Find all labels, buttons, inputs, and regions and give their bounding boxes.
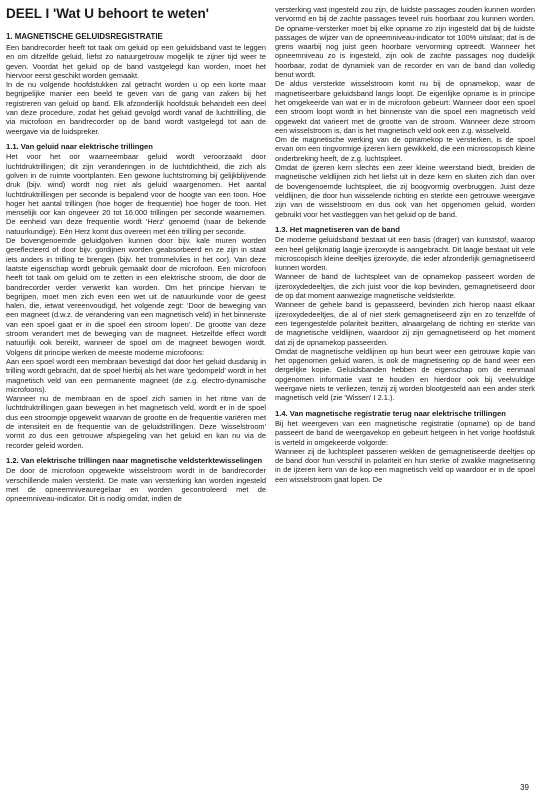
page-number: 39 — [520, 783, 529, 792]
paragraph: Omdat de ijzeren kern slechts een zeer kleine weerstand biedt, breiden de magnetische veldlijnen zich het liefst uit in deze kern en sluiten zich dan over de bovengenoemde luchtspleet, die zij boogvormig overbruggen. Juist deze veldlijnen, die door hun wisselende richting en sterkte een getrouwe weergave zijn van de wisselstroom en dus ook van het opgenomen geluid, worden gebruikt voor het vastleggen van het geluid op de band. — [275, 163, 535, 219]
section — [275, 225, 535, 403]
left-column — [6, 32, 266, 503]
section-heading: 1.4. Van magnetische registratie terug naar elektrische trillingen — [275, 408, 506, 418]
paragraph: De aldus versterkte wisselstroom komt nu bij de opnamekop, waar de magnetiseerbare geluidsband langs loopt. De eigenlijke opname is in principe het omgekeerde van wat er in de microfoon gebeurt: Wanneer door een spoel een stroom loopt wordt in het binnenste van die spoel een magnetisch veld opgewekt dat varieert met de grootte van de stroom. Wanneer deze stroom een wisselstroom is, dan is het magnetisch veld ook een z.g. wisselveld. — [275, 79, 535, 135]
section-heading: 1.2. Van elektrische trillingen naar magnetische veldsterktewisselingen — [6, 455, 263, 465]
section — [6, 32, 266, 136]
paragraph: Wanneer zij de luchtspleet passeren wekken de gemagnetiseerde deeltjes op de band door hun verschil in polariteit en hun sterke of zwakke magnetisering in de ijzeren kern van de kop een magnetisch veld op waardoor er in de spoel een wisselstroom gaat lopen. De — [275, 446, 535, 484]
paragraph: Het voor het oor waarneembaar geluid wordt veroorzaakt door luchtdruktrillingen; dit zijn veranderingen in de luchtdichtheid, die zich als golven in de ruimte voortplanten. Een gewone luchtstroming bij gelijkblijvende druk (bijv. wind) wordt nog niet als geluid waargenomen. Het aantal luchtdruktrillingen per seconde is bepalend voor de hoogte van een toon. Hoe hoger het aantal trillingen (hoe hoger de frequentie) hoe hoger de toon. Het menselijk oor kan ongeveer 20 tot 16.000 trillingen per seconde waarnemen. De eenheid van deze frequentie wordt 'Herz' genoemd (naar de bekende natuurkundige). Eén Herz komt dus overeen met één trilling per seconde. — [6, 152, 266, 236]
paragraph: In de nu volgende hoofdstukken zal getracht worden u op een korte maar begrijpelijke manier een beeld te geven van de gang van zaken bij het registreren van geluid op band. Elk afzonderlijk hoofdstuk behandelt een deel van deze procedure, zodat het geluid gevolgd wordt vanaf de luchttrilling, die via microfoon en bandrecorder op de band wordt vastgelegd tot aan de weergave via de luidspreker. — [6, 80, 266, 136]
paragraph: Bij het weergeven van een magnetische registratie (opname) op de band passeert de band de weergavekop en gebeurt hetgeen in het vorige hoofdstuk is verteld in omgekeerde volgorde: — [275, 418, 535, 447]
section — [6, 456, 266, 504]
section-heading: 1. MAGNETISCHE GELUIDSREGISTRATIE — [6, 32, 163, 41]
paragraph: De door de microfoon opgewekte wisselstroom wordt in de bandrecorder verschillende malen versterkt. De mate van versterking kan worden ingesteld met de opneemniveauregelaar en worden gecontroleerd met de opneemniveau-indicator. Dit is nodig omdat, indien de — [6, 466, 266, 504]
paragraph: Aan een spoel wordt een membraan bevestigd dat door het geluid dusdanig in trilling wordt gebracht, dat de spoel hierbij als het ware 'gedompeld' wordt in het magnetisch veld van een permanente magneet (de z.g. electro-dynamische microfoons). — [6, 356, 266, 394]
section-heading: 1.3. Het magnetiseren van de band — [275, 224, 400, 234]
paragraph: Wanneer nu de membraan en de spoel zich samen in het ritme van de luchtdruktrillingen gaan bewegen in het magnetisch veld, wordt er in de spoel dus een stroompje opgewekt waarvan de grootte en de frequentie variëren met de intensiteit en de frequentie van de geluidstrillingen. Deze 'wisselstroom' vormt zo dus een getrouwe afspiegeling van het geluid en kan nu via de recorder geleid worden. — [6, 394, 266, 450]
paragraph: De bovengenoemde geluidgolven kunnen door bijv. kale muren worden gereflecteerd of door bijv. gordijnen worden geabsorbeerd en ze zijn in staat iets anders in trilling te brengen (bijv. het trommelvlies in het oor). Van deze laatste eigenschap wordt gebruik gemaakt door de microfoon. Een microfoon heeft tot taak om geluid om te zetten in een elektrische stroom, die door de bandrecorder verder verwerkt kan worden. Om het principe hiervan te begrijpen, moet men zich even een wet uit de natuurkunde voor de geest halen, die, ietwat vereenvoudigd, het volgende zegt: 'Door de beweging van een magneet (d.w.z. de verandering van een magnetisch veld) in het binnenste van een spoel gaat er in die spoel een stroom lopen'. De grootte van deze stroom verandert met de beweging van de magneet. Hetzelfde effect wordt natuurlijk ook bereikt, wanneer de spoel om de magneet bewogen wordt. Volgens dit principe werken de meeste moderne microfoons: — [6, 236, 266, 357]
page-title: DEEL I 'Wat U behoort te weten' — [6, 6, 209, 21]
section-heading: 1.1. Van geluid naar elektrische trillingen — [6, 141, 153, 151]
paragraph: Wanneer de gehele band is gepasseerd, bevinden zich hierop naast elkaar ijzeroxydedeeltjes, die al of niet sterk gemagnetiseerd zijn en zo tenzelfde of een tegengestelde polariteit bezitten, alnaargelang de richting en sterkte van de magnetische veldlijnen, waardoor zij zijn gemagnetiseerd op het moment dat zij de opnamekop passeerden. — [275, 300, 535, 347]
paragraph: Omdat de magnetische veldlijnen op hun beurt weer een getrouwe kopie van het opgenomen geluid waren, is ook de magnetisering op de band weer een dergelijke kopie. Geluidsbanden hebben de eigenschap om de eenmaal opgenomen informatie vast te houden en hierdoor ook bij veelvuldige weergave niets te verliezen, tenzij zij worden blootgesteld aan een ander sterk magnetisch veld (zie 'Wissen' I 2.1.). — [275, 346, 535, 403]
paragraph: Om de magnetische werking van de opnamekop te versterken, is de spoel ervan om een ringvormige ijzeren kern gewikkeld, die een microscopisch kleine onderbreking heeft, de z.g. luchtspleet. — [275, 135, 535, 163]
section — [275, 409, 535, 484]
section — [275, 5, 535, 219]
paragraph: De moderne geluidsband bestaat uit een basis (drager) van kunststof, waarop een heel gelijkmatig laagje ijzeroxyde is aangebracht. Dit laagje bestaat uit vele microscopisch kleine deeltjes ijzeroxyde, die ieder afzonderlijk gemagnetiseerd kunnen worden. — [275, 235, 535, 273]
paragraph: Een bandrecorder heeft tot taak om geluid op een geluidsband vast te leggen en om ditzelfde geluid, liefst zo natuurgetrouw mogelijk te zijner tijd weer te geven. Voordat het geluid op de band vastgelegd kan worden, moet het hiervoor eerst geschikt worden gemaakt. — [6, 43, 266, 80]
paragraph: Wanneer de band de luchtspleet van de opnamekop passeert worden de ijzeroxydedeeltjes, die zich juist voor die kop bevinden, gemagnetiseerd door de op dat moment aanwezige magnetische veldsterkte. — [275, 272, 535, 301]
right-column — [275, 5, 535, 484]
paragraph: versterking vast ingesteld zou zijn, de luidste passages zouden kunnen worden vervormd en bij de zachte passages teveel ruis hoorbaar zou kunnen worden. De opname-versterker moet bij elke opname zo zijn ingesteld dat bij de luidste passages de wijzer van de opneemniveau-indicator tot 100% uitslaat; dat is de grens waarbij nog juist geen hoorbare vervorming optreedt. Wanneer het opneemniveau zo is ingesteld, zijn ook de zachte passages nog duidelijk hoorbaar, zodat de dynamiek van de recorder en van de band dan volledig benut wordt. — [275, 5, 535, 80]
section — [6, 142, 266, 450]
